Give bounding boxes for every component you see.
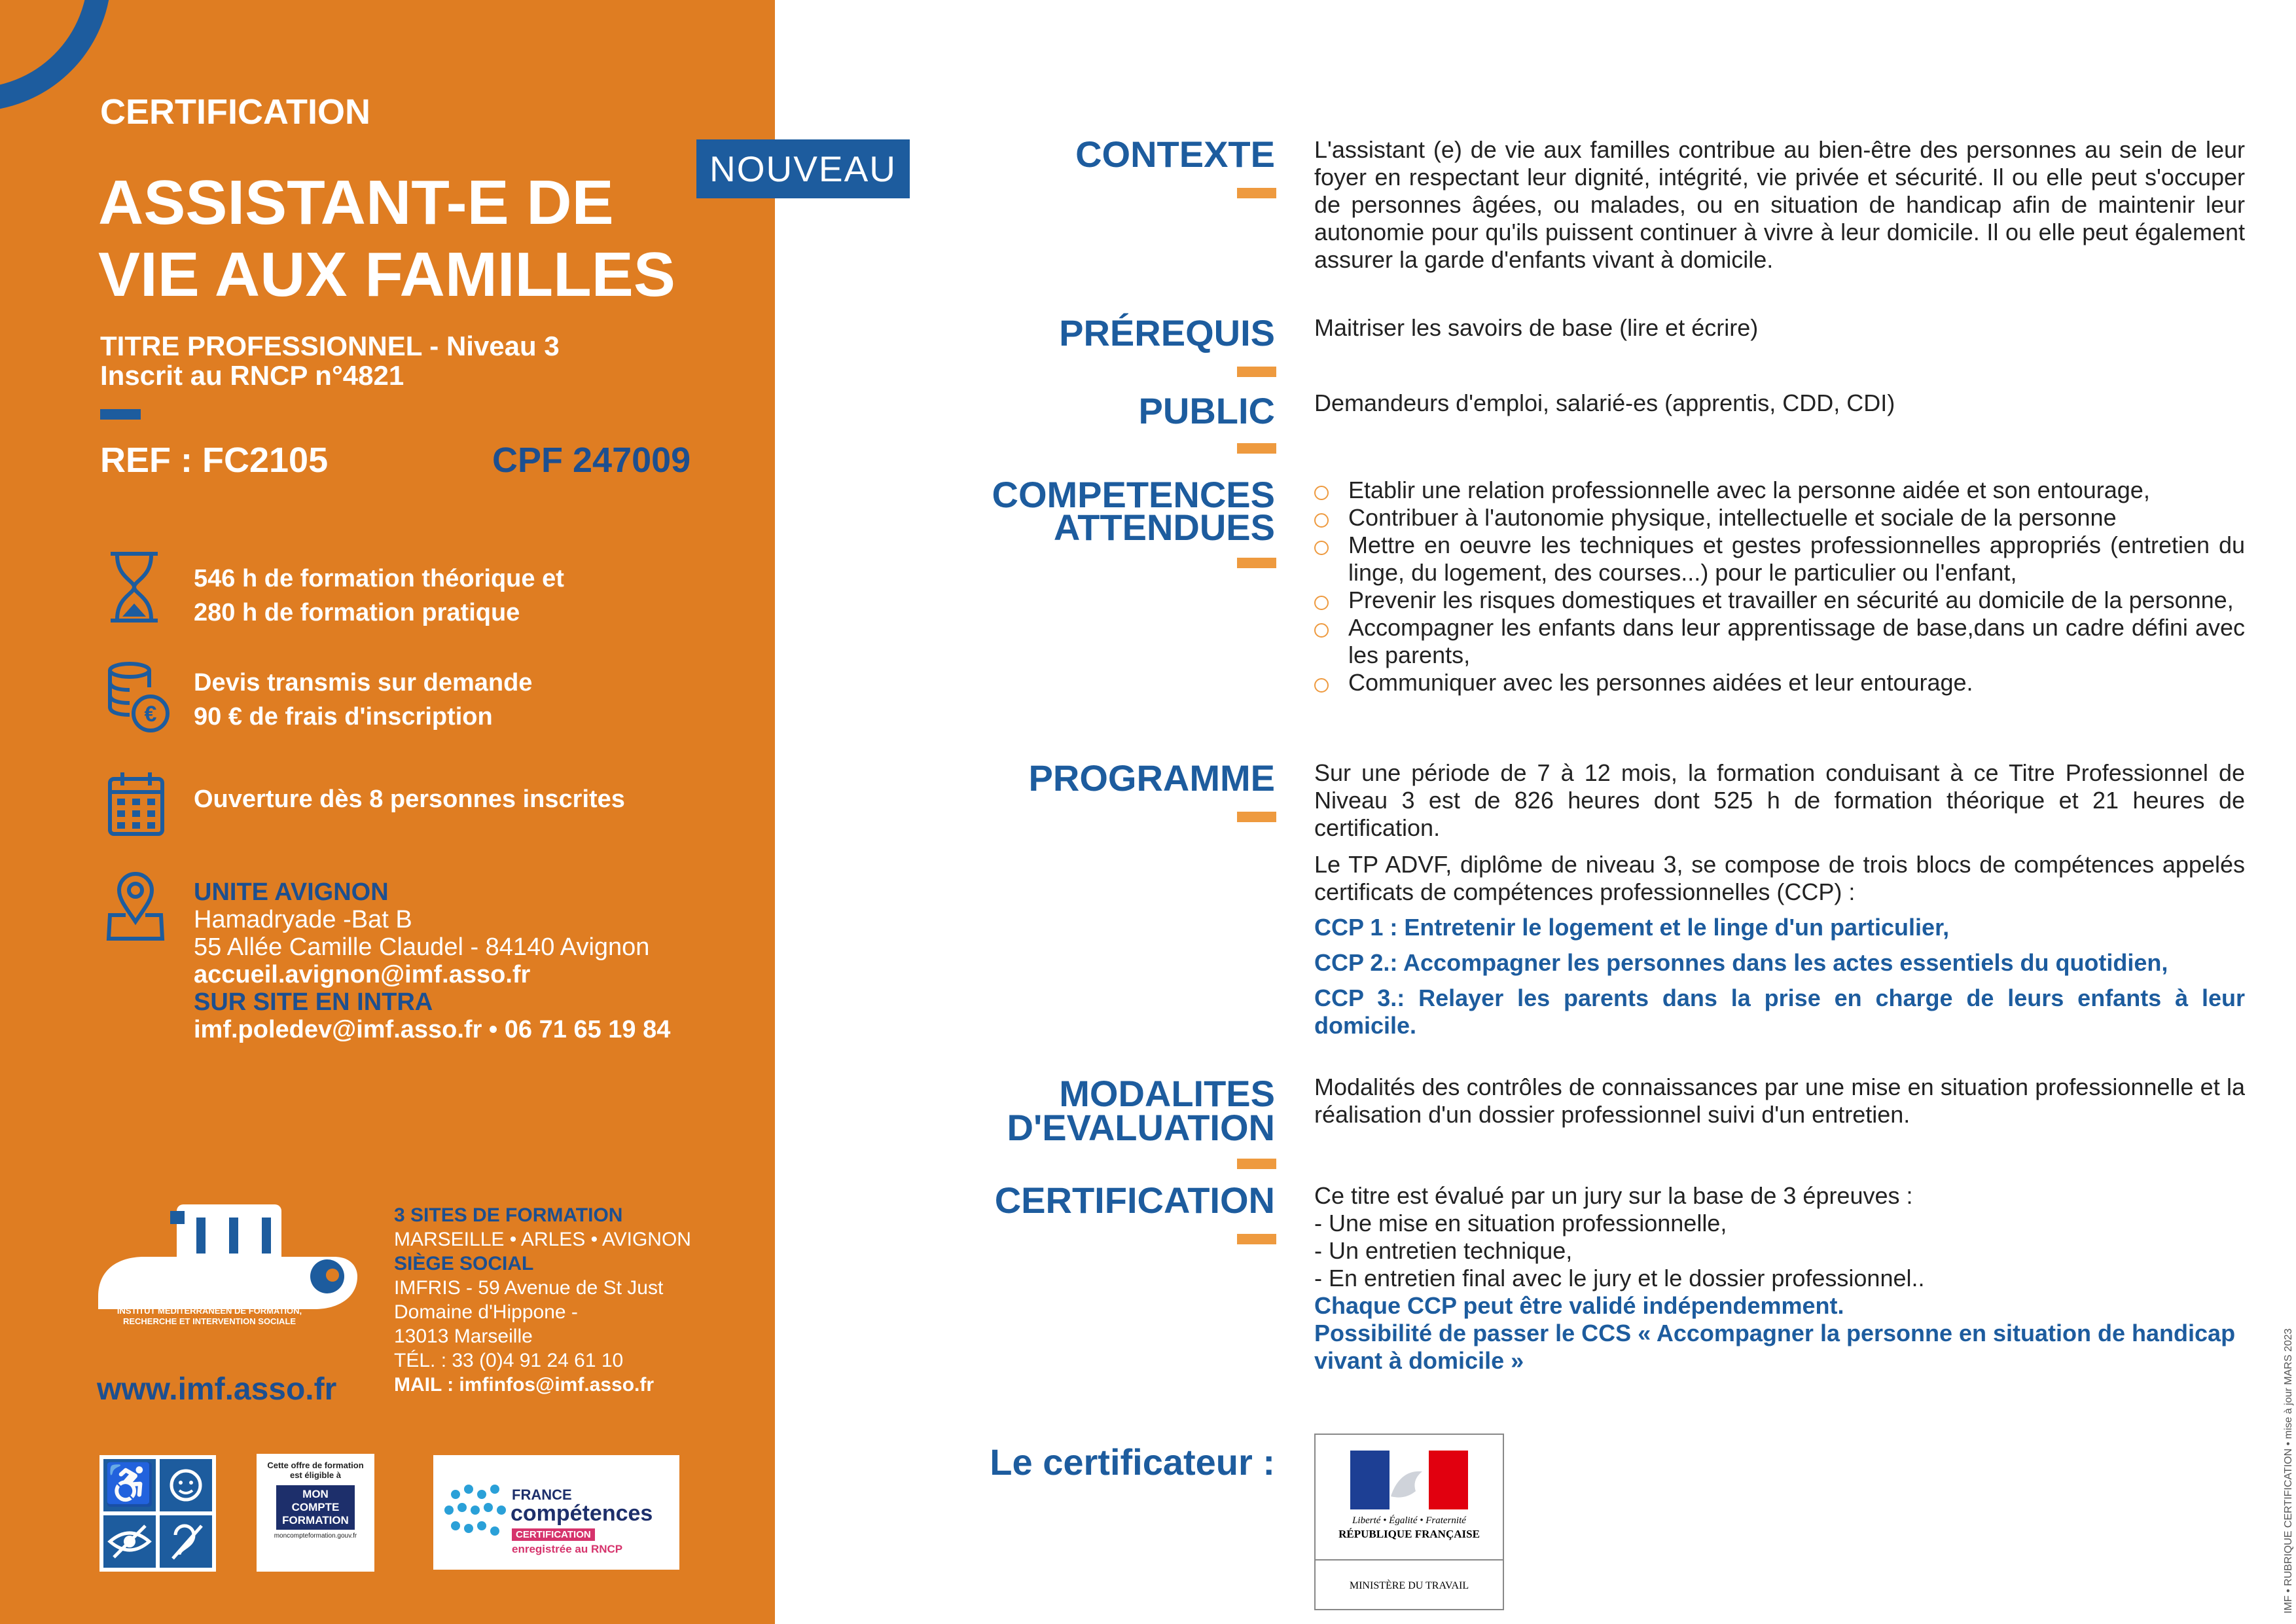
fc-line-4: enregistrée au RNCP [512,1543,623,1555]
certification-line-1: Ce titre est évalué par un jury sur la base de 3 épreuves : [1314,1182,1913,1209]
svg-text:€: € [144,702,157,727]
dots-icon [442,1481,508,1540]
kicker: CERTIFICATION [100,92,370,132]
location-pin-icon [106,869,165,941]
republique-motto: Liberté • Égalité • Fraternité [1352,1515,1466,1526]
label-competences-1: COMPETENCES [992,474,1275,515]
imf-tagline: INSTITUT MÉDITERRANÉEN DE FORMATION, RECHERCHE ET INTERVENTION SOCIALE [117,1306,302,1326]
republique-francaise-logo [1314,1434,1504,1610]
modalites-text: Modalités des contrôles de connaissances par une mise en situation professionnelle et la réalisation d'un dossier professionnel suivi d'un entretien. [1314,1074,2245,1128]
calendar-icon [107,771,166,837]
stat-hours-line-2: 280 h de formation pratique [194,599,520,626]
label-contexte: CONTEXTE [1075,134,1275,175]
stat-quote-line-1: Devis transmis sur demande [194,669,533,696]
ccp-1: CCP 1 : Entretenir le logement et le linge d'un particulier, [1314,914,1950,941]
stat-hours-line-1: 546 h de formation théorique et [194,565,564,592]
label-prerequis: PRÉREQUIS [1059,312,1275,353]
accent-dash [1237,812,1276,822]
address-line-1: Hamadryade -Bat B [194,906,412,933]
unit-name: UNITE AVIGNON [194,878,389,906]
new-badge: NOUVEAU [696,139,910,198]
fc-line-1: FRANCE [512,1487,572,1503]
left-panel [0,0,775,1624]
certification-note-2: Possibilité de passer le CCS « Accompagner la personne en situation de handicap vivant à domicile » [1314,1320,2236,1374]
contexte-text: L'assistant (e) de vie aux familles contribue au bien-être des personnes au sein de leur foyer en respectant leur dignité, intégrité, vie privée et sécurité. Il ou elle peut s'occuper de personnes âgées, ou malades, ou en situation de handicap afin de maintenir leur autonomie pour qu'ils puissent continuer à vivre à leur domicile. Il ou elle peut également assurer la garde d'enfants vivant à domicile. [1314,136,2245,273]
marianne-flag-icon [1350,1451,1468,1509]
list-item: Accompagner les enfants dans leur apprentissage de base,dans un cadre défini avec les parents, [1314,614,2245,669]
mcf-line-1: Cette offre de formation [267,1460,364,1470]
list-item: Prevenir les risques domestiques et travailler en sécurité au domicile de la personne, [1314,586,2245,614]
label-competences-2: ATTENDUES [1053,507,1275,548]
certification-block [1314,1182,2245,1375]
ccp-2: CCP 2.: Accompagner les personnes dans les actes essentiels du quotidien, [1314,949,2168,976]
intra-contact[interactable]: imf.poledev@imf.asso.fr • 06 71 65 19 84 [194,1016,671,1043]
prerequis-text: Maitriser les savoirs de base (lire et écrire) [1314,314,1759,341]
intra-title: SUR SITE EN INTRA [194,988,433,1016]
website-link[interactable]: www.imf.asso.fr [97,1372,337,1407]
republique-name: RÉPUBLIQUE FRANÇAISE [1338,1528,1480,1540]
france-competences-logo [433,1455,679,1570]
fc-line-2: compétences [511,1501,653,1526]
programme-block [1314,759,2245,1039]
hq-tel: TÉL. : 33 (0)4 91 24 61 10 [394,1350,624,1371]
mcf-line-2: est éligible à [289,1470,342,1480]
label-programme: PROGRAMME [1028,757,1275,799]
accent-dash [1237,367,1276,377]
bullet-circle-icon [1314,486,1329,500]
address-block [194,878,670,1043]
hourglass-icon [108,551,160,623]
list-item: Mettre en oeuvre les techniques et gestes professionnelles appropriés (entretien du linge, du logement, des courses...) pour le particulier ou l'enfant, [1314,532,2245,586]
public-text: Demandeurs d'emploi, salarié-es (apprentis, CDD, CDI) [1314,389,1895,416]
accent-dash [1237,443,1276,454]
hearing-impairment-icon [160,1515,212,1568]
list-item: Communiquer avec les personnes aidées et leur entourage. [1314,669,2245,696]
hq-line-3: 13013 Marseille [394,1326,533,1347]
label-certification: CERTIFICATION [994,1180,1275,1221]
fc-line-3: CERTIFICATION [512,1528,595,1541]
left-dash [100,409,141,420]
bullet-circle-icon [1314,623,1329,638]
mcf-badge-3: FORMATION [282,1514,349,1526]
label-modalites-1: MODALITES [1059,1073,1275,1114]
accent-dash [1237,1159,1276,1169]
euro-coins-icon [105,661,170,734]
stat-opening: Ouverture dès 8 personnes inscrites [194,785,625,813]
list-item: Contribuer à l'autonomie physique, intellectuelle et sociale de la personne [1314,504,2245,532]
sites-block [394,1203,691,1397]
certification-line-3: - Un entretien technique, [1314,1237,1573,1264]
ministere-name: MINISTÈRE DU TRAVAIL [1349,1580,1469,1591]
certification-line-4: - En entretien final avec le jury et le dossier professionnel.. [1314,1265,1925,1291]
hq-title: SIÈGE SOCIAL [394,1253,534,1274]
hq-line-1: IMFRIS - 59 Avenue de St Just [394,1277,664,1299]
sites-list: MARSEILLE • ARLES • AVIGNON [394,1229,691,1250]
address-line-2: 55 Allée Camille Claudel - 84140 Avignon [194,933,650,961]
stat-quote-line-2: 90 € de frais d'inscription [194,703,493,731]
title-line-1: ASSISTANT-E DE [98,168,614,238]
certification-note-1: Chaque CCP peut être validé indépendemment. [1314,1292,1844,1319]
title-line-2: VIE AUX FAMILLES [98,240,675,310]
mcf-badge [276,1485,355,1530]
accent-dash [1237,1234,1276,1244]
competences-list [1314,477,2245,696]
bullet-circle-icon [1314,541,1329,555]
wheelchair-icon: ♿ [103,1459,156,1511]
sites-title: 3 SITES DE FORMATION [394,1204,623,1226]
mcf-badge-1: MON [302,1488,329,1500]
ref-code: REF : FC2105 [100,441,329,480]
unit-email[interactable]: accueil.avignon@imf.asso.fr [194,961,531,988]
bullet-circle-icon [1314,678,1329,693]
mcf-badge-2: COMPTE [291,1501,340,1513]
label-modalites-2: D'EVALUATION [1007,1107,1275,1148]
subtitle-2: Inscrit au RNCP n°4821 [100,360,404,391]
label-certificateur: Le certificateur : [990,1441,1275,1483]
ccp-3: CCP 3.: Relayer les parents dans la prise en charge de leurs enfants à leur domicile. [1314,984,2245,1039]
mon-compte-formation-logo [257,1454,374,1572]
accessibility-logo [99,1455,216,1572]
mcf-url: moncompteformation.gouv.fr [274,1532,357,1540]
cpf-code: CPF 247009 [492,441,691,480]
hq-line-2: Domaine d'Hippone - [394,1301,578,1323]
visual-impairment-icon [103,1515,156,1568]
mental-disability-icon [160,1459,212,1511]
vertical-update-note: IMF • RUBRIQUE CERTIFICATION • mise à jour MARS 2023 [2283,1328,2294,1614]
subtitle-1: TITRE PROFESSIONNEL - Niveau 3 [100,331,560,361]
accent-dash [1237,558,1276,568]
corner-arc-decoration [0,0,111,111]
accent-dash [1237,188,1276,198]
hq-mail[interactable]: MAIL : imfinfos@imf.asso.fr [394,1374,655,1396]
programme-paragraph-2: Le TP ADVF, diplôme de niveau 3, se compose de trois blocs de compétences appelés certificats de compétences professionnelles (CCP) : [1314,851,2245,905]
label-public: PUBLIC [1138,390,1275,431]
certification-line-2: - Une mise en situation professionnelle, [1314,1210,1727,1236]
bullet-circle-icon [1314,596,1329,610]
bullet-circle-icon [1314,513,1329,528]
programme-paragraph-1: Sur une période de 7 à 12 mois, la formation conduisant à ce Titre Professionnel de Niveau 3 est de 826 heures dont 525 h de formation théorique et 21 heures de certification. [1314,759,2245,841]
list-item: Etablir une relation professionnelle avec la personne aidée et son entourage, [1314,477,2245,504]
divider [1316,1559,1503,1561]
